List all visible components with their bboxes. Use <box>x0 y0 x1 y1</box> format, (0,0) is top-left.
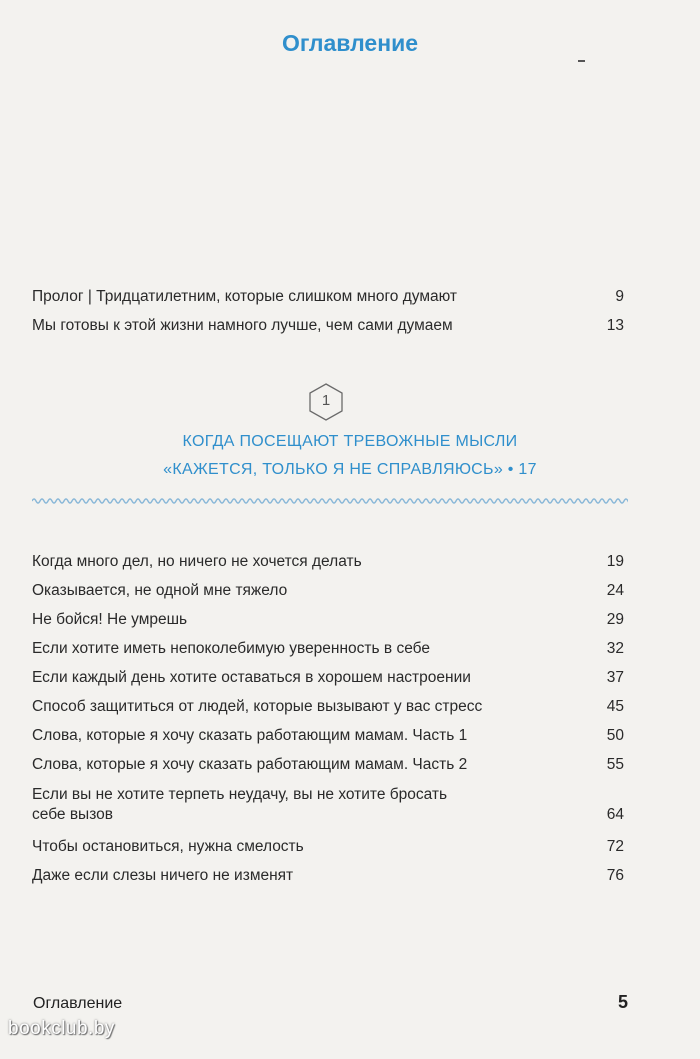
toc-entry-title: Даже если слезы ничего не изменят <box>32 867 294 884</box>
toc-entry <box>32 697 624 717</box>
chapter-title-line2: «КАЖЕТСЯ, ТОЛЬКО Я НЕ СПРАВЛЯЮСЬ» • 17 <box>163 461 537 478</box>
page-number: 5 <box>617 992 628 1012</box>
toc-entry <box>32 866 624 886</box>
toc-entry-page: 64 <box>606 806 624 823</box>
toc-entry <box>32 755 624 775</box>
toc-entry-page: 29 <box>606 611 624 628</box>
toc-entry-page: 13 <box>606 317 624 334</box>
toc-entry-page: 76 <box>606 867 624 884</box>
toc-entry-title: Когда много дел, но ничего не хочется делать <box>32 553 362 570</box>
toc-entry-page: 9 <box>615 288 624 305</box>
toc-entry <box>32 785 624 825</box>
toc-entry-title: Пролог | Тридцатилетним, которые слишком много думают <box>32 288 457 305</box>
toc-entry-page: 55 <box>606 756 624 773</box>
toc-entry <box>32 610 624 630</box>
print-speck <box>578 60 585 62</box>
page-title: Оглавление <box>281 30 419 56</box>
toc-entry-page: 45 <box>606 698 624 715</box>
toc-entry-title: Не бойся! Не умрешь <box>32 611 188 628</box>
wave-divider <box>32 496 628 506</box>
toc-entry-title: Мы готовы к этой жизни намного лучше, чем сами думаем <box>32 317 453 334</box>
toc-entry <box>32 668 624 688</box>
watermark: bookclub.by <box>8 1018 115 1039</box>
toc-entry-page: 24 <box>606 582 624 599</box>
toc-entry-page: 19 <box>606 553 624 570</box>
toc-entry-title-line2: себе вызов <box>32 806 113 823</box>
toc-entry-title: Слова, которые я хочу сказать работающим мамам. Часть 2 <box>32 756 468 773</box>
toc-entry-page: 32 <box>606 640 624 657</box>
chapter-number: 1 <box>321 392 331 409</box>
toc-entry-title: Способ защититься от людей, которые вызывают у вас стресс <box>32 698 483 715</box>
toc-entry-page: 37 <box>606 669 624 686</box>
toc-entry-title: Чтобы остановиться, нужна смелость <box>32 838 304 855</box>
toc-entry-title: Оказывается, не одной мне тяжело <box>32 582 288 599</box>
toc-entry-title: Если хотите иметь непоколебимую уверенность в себе <box>32 640 430 657</box>
running-footer: Оглавление <box>33 995 123 1012</box>
toc-entry <box>32 316 624 336</box>
chapter-title-line1: КОГДА ПОСЕЩАЮТ ТРЕВОЖНЫЕ МЫСЛИ <box>182 433 518 450</box>
toc-entry <box>32 287 624 307</box>
toc-entry-title-line1: Если вы не хотите терпеть неудачу, вы не хотите бросать <box>32 786 448 803</box>
toc-entry <box>32 726 624 746</box>
toc-entry <box>32 837 624 857</box>
toc-entry-page: 50 <box>606 727 624 744</box>
chapter-number-badge <box>308 382 344 422</box>
toc-entry <box>32 552 624 572</box>
toc-entry-page: 72 <box>606 838 624 855</box>
toc-entry-title: Если каждый день хотите оставаться в хорошем настроении <box>32 669 471 686</box>
toc-entry <box>32 639 624 659</box>
toc-entry-title: Слова, которые я хочу сказать работающим мамам. Часть 1 <box>32 727 468 744</box>
toc-entry-title <box>32 785 594 825</box>
toc-entry <box>32 581 624 601</box>
